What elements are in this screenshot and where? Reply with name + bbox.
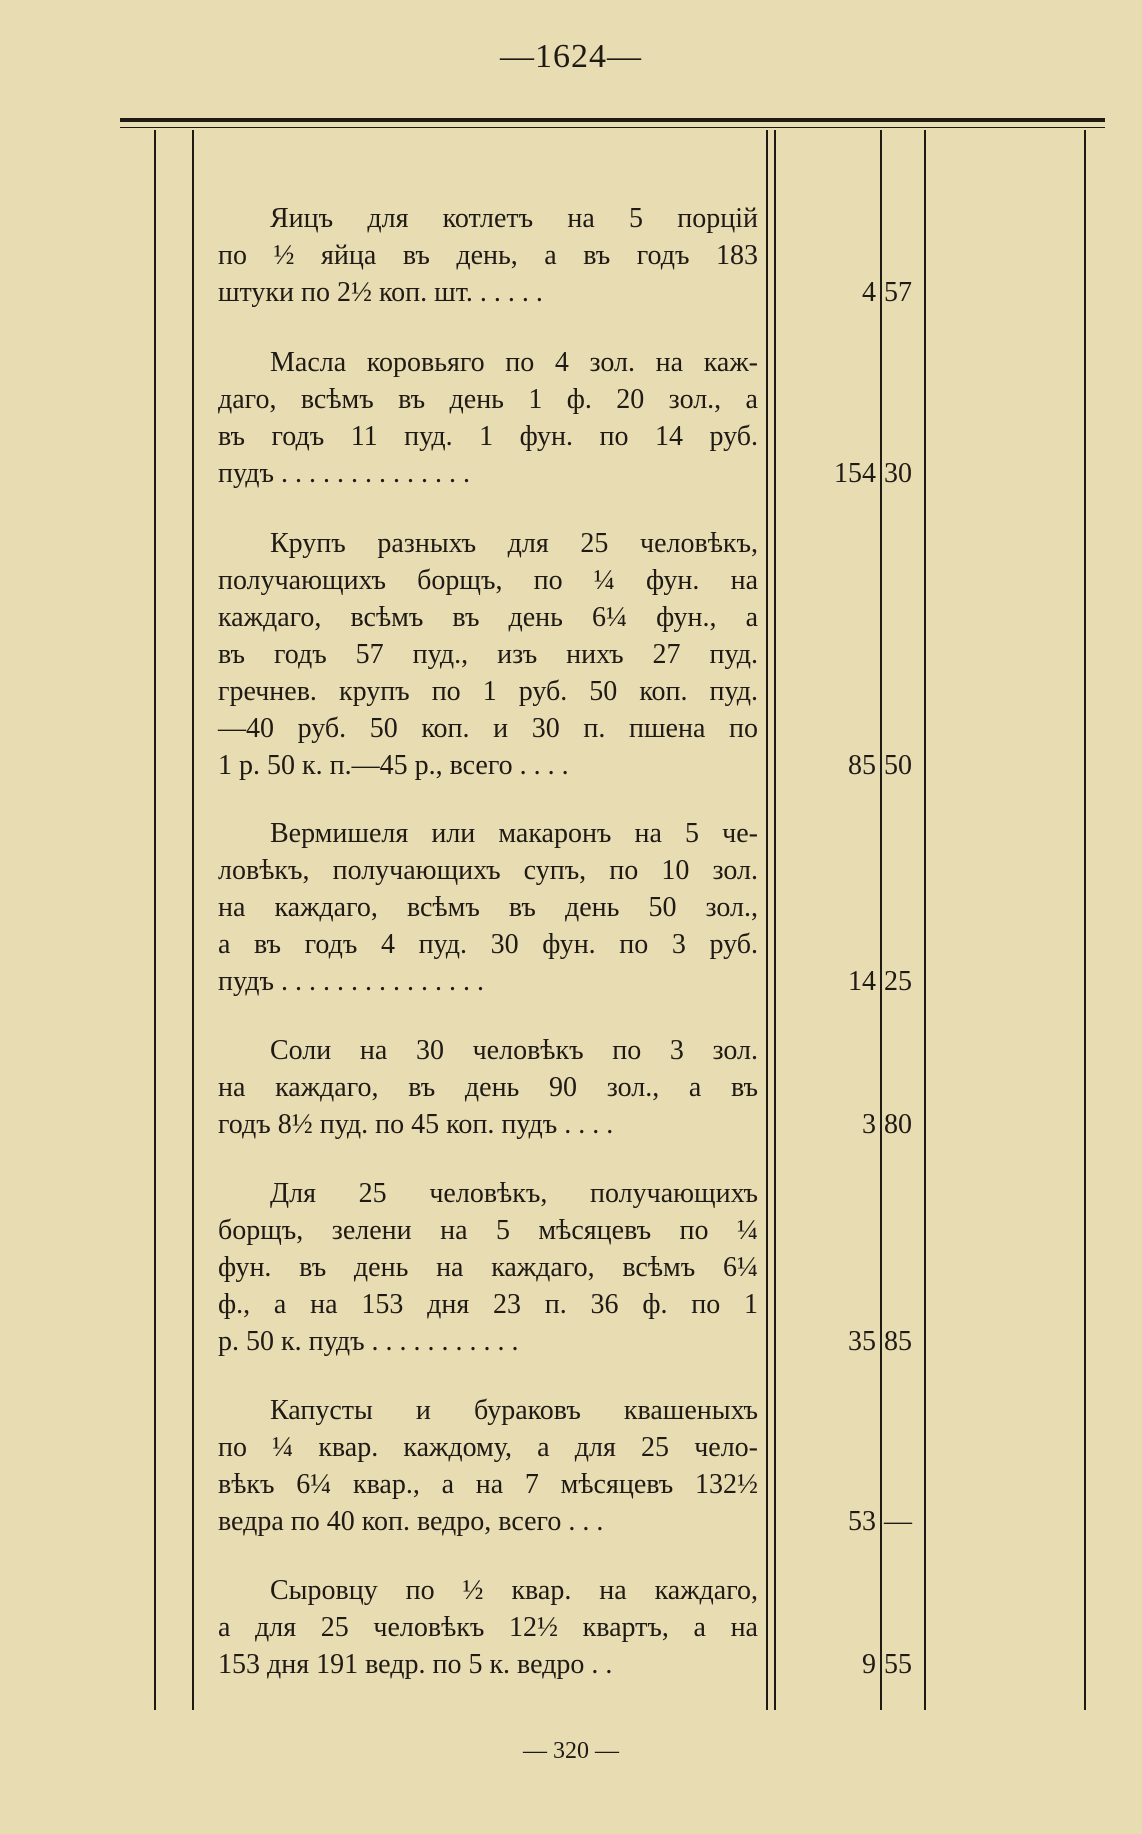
entry-line: ловѣкъ, получающихъ супъ, по 10 зол. (218, 855, 758, 886)
entry-line: штуки по 2½ коп. шт. . . . . . (218, 277, 543, 308)
entry-greens (218, 1175, 758, 1360)
entry-line: Крупъ разныхъ для 25 человѣкъ, (270, 528, 758, 559)
entry-line: Для 25 человѣкъ, получающихъ (270, 1178, 758, 1209)
entry-line: Капусты и бураковъ квашеныхъ (270, 1395, 758, 1426)
entry-line: —40 руб. 50 коп. и 30 п. пшена по (218, 713, 758, 744)
entry-line: р. 50 к. пудъ . . . . . . . . . . . (218, 1326, 519, 1357)
column-line-inner-left (192, 130, 194, 1710)
entry-line: ф., а на 153 дня 23 п. 36 ф. по 1 (218, 1289, 758, 1320)
entry-line: Сыровцу по ½ квар. на каждаго, (270, 1575, 758, 1606)
amount-kopecks: 25 (884, 966, 912, 997)
entry-groats (218, 525, 758, 784)
amount-rubles: 3 (862, 1109, 876, 1140)
entry-line: на каждаго, въ день 90 зол., а въ (218, 1072, 758, 1103)
entry-eggs (218, 200, 758, 311)
entry-line: получающихъ борщъ, по ¼ фун. на (218, 565, 758, 596)
entry-line: пудъ . . . . . . . . . . . . . . . (218, 966, 484, 997)
amount-kopecks: — (884, 1506, 912, 1537)
entry-line: вѣкъ 6¼ квар., а на 7 мѣсяцевъ 132½ (218, 1469, 758, 1500)
entry-line: по ¼ квар. каждому, а для 25 чело- (218, 1432, 758, 1463)
entry-cabbage (218, 1392, 758, 1540)
page-number-bottom: — 320 — (523, 1738, 619, 1764)
entry-line: по ½ яйца въ день, а въ годъ 183 (218, 240, 758, 271)
entry-line: Вермишеля или макаронъ на 5 че- (270, 818, 758, 849)
entry-line: Соли на 30 человѣкъ по 3 зол. (270, 1035, 758, 1066)
header-rule (120, 118, 1105, 122)
amount-rubles: 85 (848, 750, 876, 781)
amount-kopecks: 85 (884, 1326, 912, 1357)
amount-rubles: 35 (848, 1326, 876, 1357)
column-line-text-right-double (774, 130, 776, 1710)
amount-rubles: 9 (862, 1649, 876, 1680)
page-number-top: —1624— (500, 38, 642, 75)
entry-line: 153 дня 191 ведр. по 5 к. ведро . . (218, 1649, 613, 1680)
entry-line: Яицъ для котлетъ на 5 порцій (270, 203, 758, 234)
entry-line: гречнев. крупъ по 1 руб. 50 коп. пуд. (218, 676, 758, 707)
column-line-text-right (766, 130, 768, 1710)
entry-line: на каждаго, всѣмъ въ день 50 зол., (218, 892, 758, 923)
column-line-outer-left (154, 130, 156, 1710)
entry-vermicelli (218, 815, 758, 1000)
amount-kopecks: 80 (884, 1109, 912, 1140)
entry-line: а для 25 человѣкъ 12½ квартъ, а на (218, 1612, 758, 1643)
amount-rubles: 154 (834, 458, 876, 489)
entry-line: а въ годъ 4 пуд. 30 фун. по 3 руб. (218, 929, 758, 960)
entry-salt (218, 1032, 758, 1143)
amount-kopecks: 30 (884, 458, 912, 489)
column-line-rub-kop (880, 130, 882, 1710)
entry-line: 1 р. 50 к. п.—45 р., всего . . . . (218, 750, 569, 781)
entry-line: фун. въ день на каждаго, всѣмъ 6¼ (218, 1252, 758, 1283)
entry-line: годъ 8½ пуд. по 45 коп. пудъ . . . . (218, 1109, 614, 1140)
amount-kopecks: 50 (884, 750, 912, 781)
entry-line: каждаго, всѣмъ въ день 6¼ фун., а (218, 602, 758, 633)
amount-kopecks: 57 (884, 277, 912, 308)
entry-syrovets (218, 1572, 758, 1683)
column-line-outer-right (1084, 130, 1086, 1710)
header-rule-thin (120, 127, 1105, 128)
amount-rubles: 14 (848, 966, 876, 997)
amount-rubles: 4 (862, 277, 876, 308)
entry-line: въ годъ 11 пуд. 1 фун. по 14 руб. (218, 421, 758, 452)
entry-line: борщъ, зелени на 5 мѣсяцевъ по ¼ (218, 1215, 758, 1246)
entry-butter (218, 344, 758, 492)
amount-rubles: 53 (848, 1506, 876, 1537)
entry-line: Масла коровьяго по 4 зол. на каж- (270, 347, 758, 378)
column-line-kop-right (924, 130, 926, 1710)
entry-line: пудъ . . . . . . . . . . . . . . (218, 458, 470, 489)
amount-kopecks: 55 (884, 1649, 912, 1680)
entry-line: ведра по 40 коп. ведро, всего . . . (218, 1506, 604, 1537)
entry-line: даго, всѣмъ въ день 1 ф. 20 зол., а (218, 384, 758, 415)
entry-line: въ годъ 57 пуд., изъ нихъ 27 пуд. (218, 639, 758, 670)
